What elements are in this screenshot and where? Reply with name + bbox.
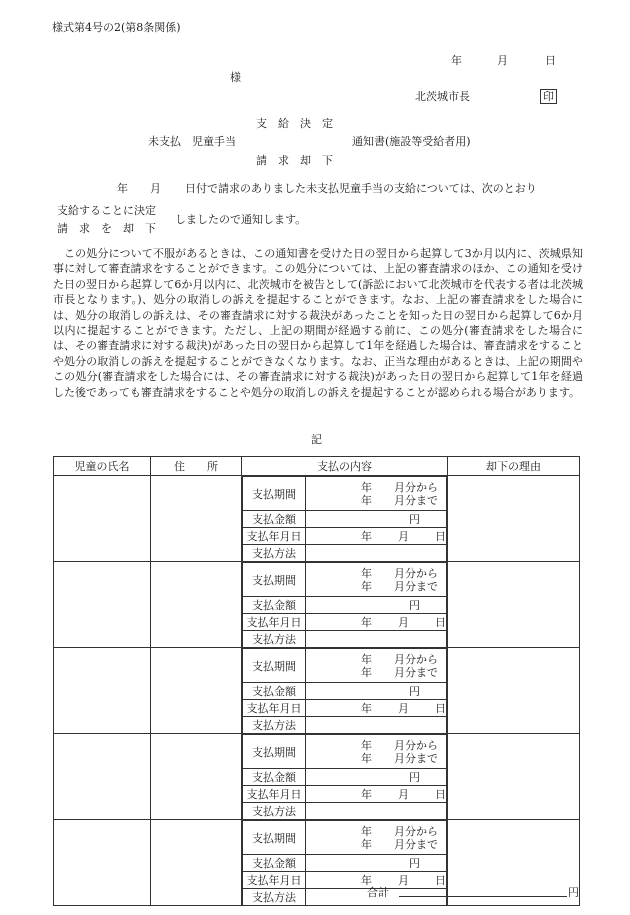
date-month-unit: 月 bbox=[398, 874, 409, 887]
intro-year: 年 bbox=[117, 182, 128, 195]
value-period[interactable] bbox=[306, 649, 447, 683]
issuer-name: 北茨城市長 bbox=[415, 90, 470, 103]
cell-address[interactable] bbox=[151, 562, 242, 648]
payment-detail bbox=[242, 476, 447, 561]
period-to: 年 月分まで bbox=[361, 579, 438, 593]
table-row bbox=[54, 476, 580, 562]
value-date[interactable] bbox=[306, 786, 447, 803]
intro-text: 日付で請求のありました未支払児童手当の支給については、次のとおり bbox=[185, 182, 537, 195]
option-reject: 請 求 を 却 下 bbox=[57, 222, 156, 235]
title-left: 未支払 児童手当 bbox=[148, 135, 236, 148]
cell-child-name[interactable] bbox=[54, 476, 151, 562]
label-amount: 支払金額 bbox=[243, 683, 306, 700]
cell-address[interactable] bbox=[151, 648, 242, 734]
yen-unit: 円 bbox=[409, 685, 420, 698]
date-day-unit: 日 bbox=[435, 788, 446, 801]
cell-payment-content bbox=[242, 562, 448, 648]
value-method[interactable] bbox=[306, 545, 447, 562]
cell-child-name[interactable] bbox=[54, 648, 151, 734]
label-period: 支払期間 bbox=[243, 563, 306, 597]
date-month-unit: 月 bbox=[398, 702, 409, 715]
table-row bbox=[54, 820, 580, 906]
option-decide: 支給することに決定 bbox=[57, 204, 156, 217]
label-period: 支払期間 bbox=[243, 477, 306, 511]
label-amount: 支払金額 bbox=[243, 511, 306, 528]
cell-payment-content bbox=[242, 734, 448, 820]
label-date: 支払年月日 bbox=[243, 614, 306, 631]
label-method: 支払方法 bbox=[243, 717, 306, 734]
payment-detail bbox=[242, 820, 447, 905]
yen-unit: 円 bbox=[409, 771, 420, 784]
payment-detail bbox=[242, 562, 447, 647]
value-period[interactable] bbox=[306, 821, 447, 855]
cell-rejection-reason[interactable] bbox=[448, 648, 580, 734]
label-date: 支払年月日 bbox=[243, 700, 306, 717]
header-payment-content: 支払の内容 bbox=[242, 457, 448, 476]
label-method: 支払方法 bbox=[243, 889, 306, 906]
label-amount: 支払金額 bbox=[243, 769, 306, 786]
label-method: 支払方法 bbox=[243, 631, 306, 648]
label-amount: 支払金額 bbox=[243, 597, 306, 614]
date-year-unit: 年 bbox=[361, 874, 372, 887]
value-period[interactable] bbox=[306, 735, 447, 769]
payment-table bbox=[53, 456, 580, 906]
period-from: 年 月分から bbox=[361, 566, 438, 580]
payment-detail bbox=[242, 648, 447, 733]
date-month-unit: 月 bbox=[398, 788, 409, 801]
date-day-unit: 日 bbox=[435, 702, 446, 715]
cell-address[interactable] bbox=[151, 476, 242, 562]
label-period: 支払期間 bbox=[243, 649, 306, 683]
date-day-unit: 日 bbox=[435, 616, 446, 629]
date-day-unit: 日 bbox=[435, 874, 446, 887]
date-month: 月 bbox=[497, 54, 508, 67]
label-date: 支払年月日 bbox=[243, 786, 306, 803]
value-amount[interactable] bbox=[306, 597, 447, 614]
label-date: 支払年月日 bbox=[243, 872, 306, 889]
period-to: 年 月分まで bbox=[361, 751, 438, 765]
payment-detail bbox=[242, 734, 447, 819]
table-row bbox=[54, 734, 580, 820]
yen-unit: 円 bbox=[409, 599, 420, 612]
period-from: 年 月分から bbox=[361, 738, 438, 752]
label-method: 支払方法 bbox=[243, 803, 306, 820]
form-id: 様式第4号の2(第8条関係) bbox=[52, 21, 181, 34]
label-amount: 支払金額 bbox=[243, 855, 306, 872]
value-amount[interactable] bbox=[306, 511, 447, 528]
value-amount[interactable] bbox=[306, 769, 447, 786]
cell-rejection-reason[interactable] bbox=[448, 734, 580, 820]
title-top: 支 給 決 定 bbox=[256, 117, 333, 130]
date-year-unit: 年 bbox=[361, 702, 372, 715]
cell-payment-content bbox=[242, 476, 448, 562]
total-label: 合計 bbox=[367, 886, 389, 899]
label-period: 支払期間 bbox=[243, 735, 306, 769]
period-from: 年 月分から bbox=[361, 824, 438, 838]
value-method[interactable] bbox=[306, 631, 447, 648]
yen-unit: 円 bbox=[409, 857, 420, 870]
value-period[interactable] bbox=[306, 477, 447, 511]
intro-suffix: しましたので通知します。 bbox=[175, 213, 307, 226]
date-year-unit: 年 bbox=[361, 530, 372, 543]
label-date: 支払年月日 bbox=[243, 528, 306, 545]
date-day-unit: 日 bbox=[435, 530, 446, 543]
period-to: 年 月分まで bbox=[361, 837, 438, 851]
cell-rejection-reason[interactable] bbox=[448, 820, 580, 906]
cell-child-name[interactable] bbox=[54, 734, 151, 820]
value-method[interactable] bbox=[306, 717, 447, 734]
header-rejection-reason: 却下の理由 bbox=[448, 457, 580, 476]
cell-address[interactable] bbox=[151, 820, 242, 906]
value-amount[interactable] bbox=[306, 855, 447, 872]
seal-mark: 印 bbox=[540, 89, 557, 104]
cell-child-name[interactable] bbox=[54, 562, 151, 648]
header-child-name: 児童の氏名 bbox=[54, 457, 151, 476]
intro-month: 月 bbox=[150, 182, 161, 195]
date-day: 日 bbox=[545, 54, 556, 67]
label-period: 支払期間 bbox=[243, 821, 306, 855]
value-method[interactable] bbox=[306, 803, 447, 820]
period-from: 年 月分から bbox=[361, 480, 438, 494]
period-to: 年 月分まで bbox=[361, 665, 438, 679]
date-year: 年 bbox=[451, 54, 462, 67]
notice-paragraph: この処分について不服があるときは、この通知書を受けた日の翌日から起算して3か月以内に、茨城県知事に対して審査請求をすることができます。この処分については、上記の審査請求のほか、この通知を受けた日の翌日から起算して6か月以内に、北茨城市を被告として(訴訟において北茨城市を代表する者は北茨城市長となります。)、処分の取消しの訴えを提起することができます。なお、上記の審査請求をした場合には、処分の取消しの訴えは、その審査請求に対する裁決があったことを知った日の翌日から起算して6か月以内に提起することができます。ただし、上記の期間が経過する前に、この処分(審査請求をした場合には、その審査請求に対する裁決)があった日の翌日から起算して1年を経過した場合は、審査請求をすることや処分の取消しの訴えを提起することができなくなります。なお、正当な理由があるときは、上記の期間やこの処分(審査請求をした場合には、その審査請求に対する裁決)があった日の翌日から起算して1年を経過した後であっても審査請求をすることや処分の取消しの訴えを提起することが認められる場合があります。 bbox=[53, 247, 583, 399]
table-row bbox=[54, 648, 580, 734]
value-date[interactable] bbox=[306, 614, 447, 631]
cell-payment-content bbox=[242, 648, 448, 734]
cell-address[interactable] bbox=[151, 734, 242, 820]
value-period[interactable] bbox=[306, 563, 447, 597]
total-unit: 円 bbox=[568, 886, 579, 899]
yen-unit: 円 bbox=[409, 513, 420, 526]
value-amount[interactable] bbox=[306, 683, 447, 700]
value-date[interactable] bbox=[306, 700, 447, 717]
period-from: 年 月分から bbox=[361, 652, 438, 666]
cell-rejection-reason[interactable] bbox=[448, 476, 580, 562]
title-bottom: 請 求 却 下 bbox=[256, 154, 333, 167]
value-date[interactable] bbox=[306, 528, 447, 545]
addressee-suffix: 様 bbox=[230, 71, 241, 84]
cell-child-name[interactable] bbox=[54, 820, 151, 906]
total-underline bbox=[399, 896, 567, 897]
date-month-unit: 月 bbox=[398, 616, 409, 629]
ki-heading: 記 bbox=[311, 433, 322, 446]
title-right: 通知書(施設等受給者用) bbox=[352, 135, 471, 148]
cell-rejection-reason[interactable] bbox=[448, 562, 580, 648]
date-month-unit: 月 bbox=[398, 530, 409, 543]
period-to: 年 月分まで bbox=[361, 493, 438, 507]
cell-payment-content bbox=[242, 820, 448, 906]
table-row bbox=[54, 562, 580, 648]
label-method: 支払方法 bbox=[243, 545, 306, 562]
date-year-unit: 年 bbox=[361, 616, 372, 629]
date-year-unit: 年 bbox=[361, 788, 372, 801]
header-address: 住 所 bbox=[151, 457, 242, 476]
